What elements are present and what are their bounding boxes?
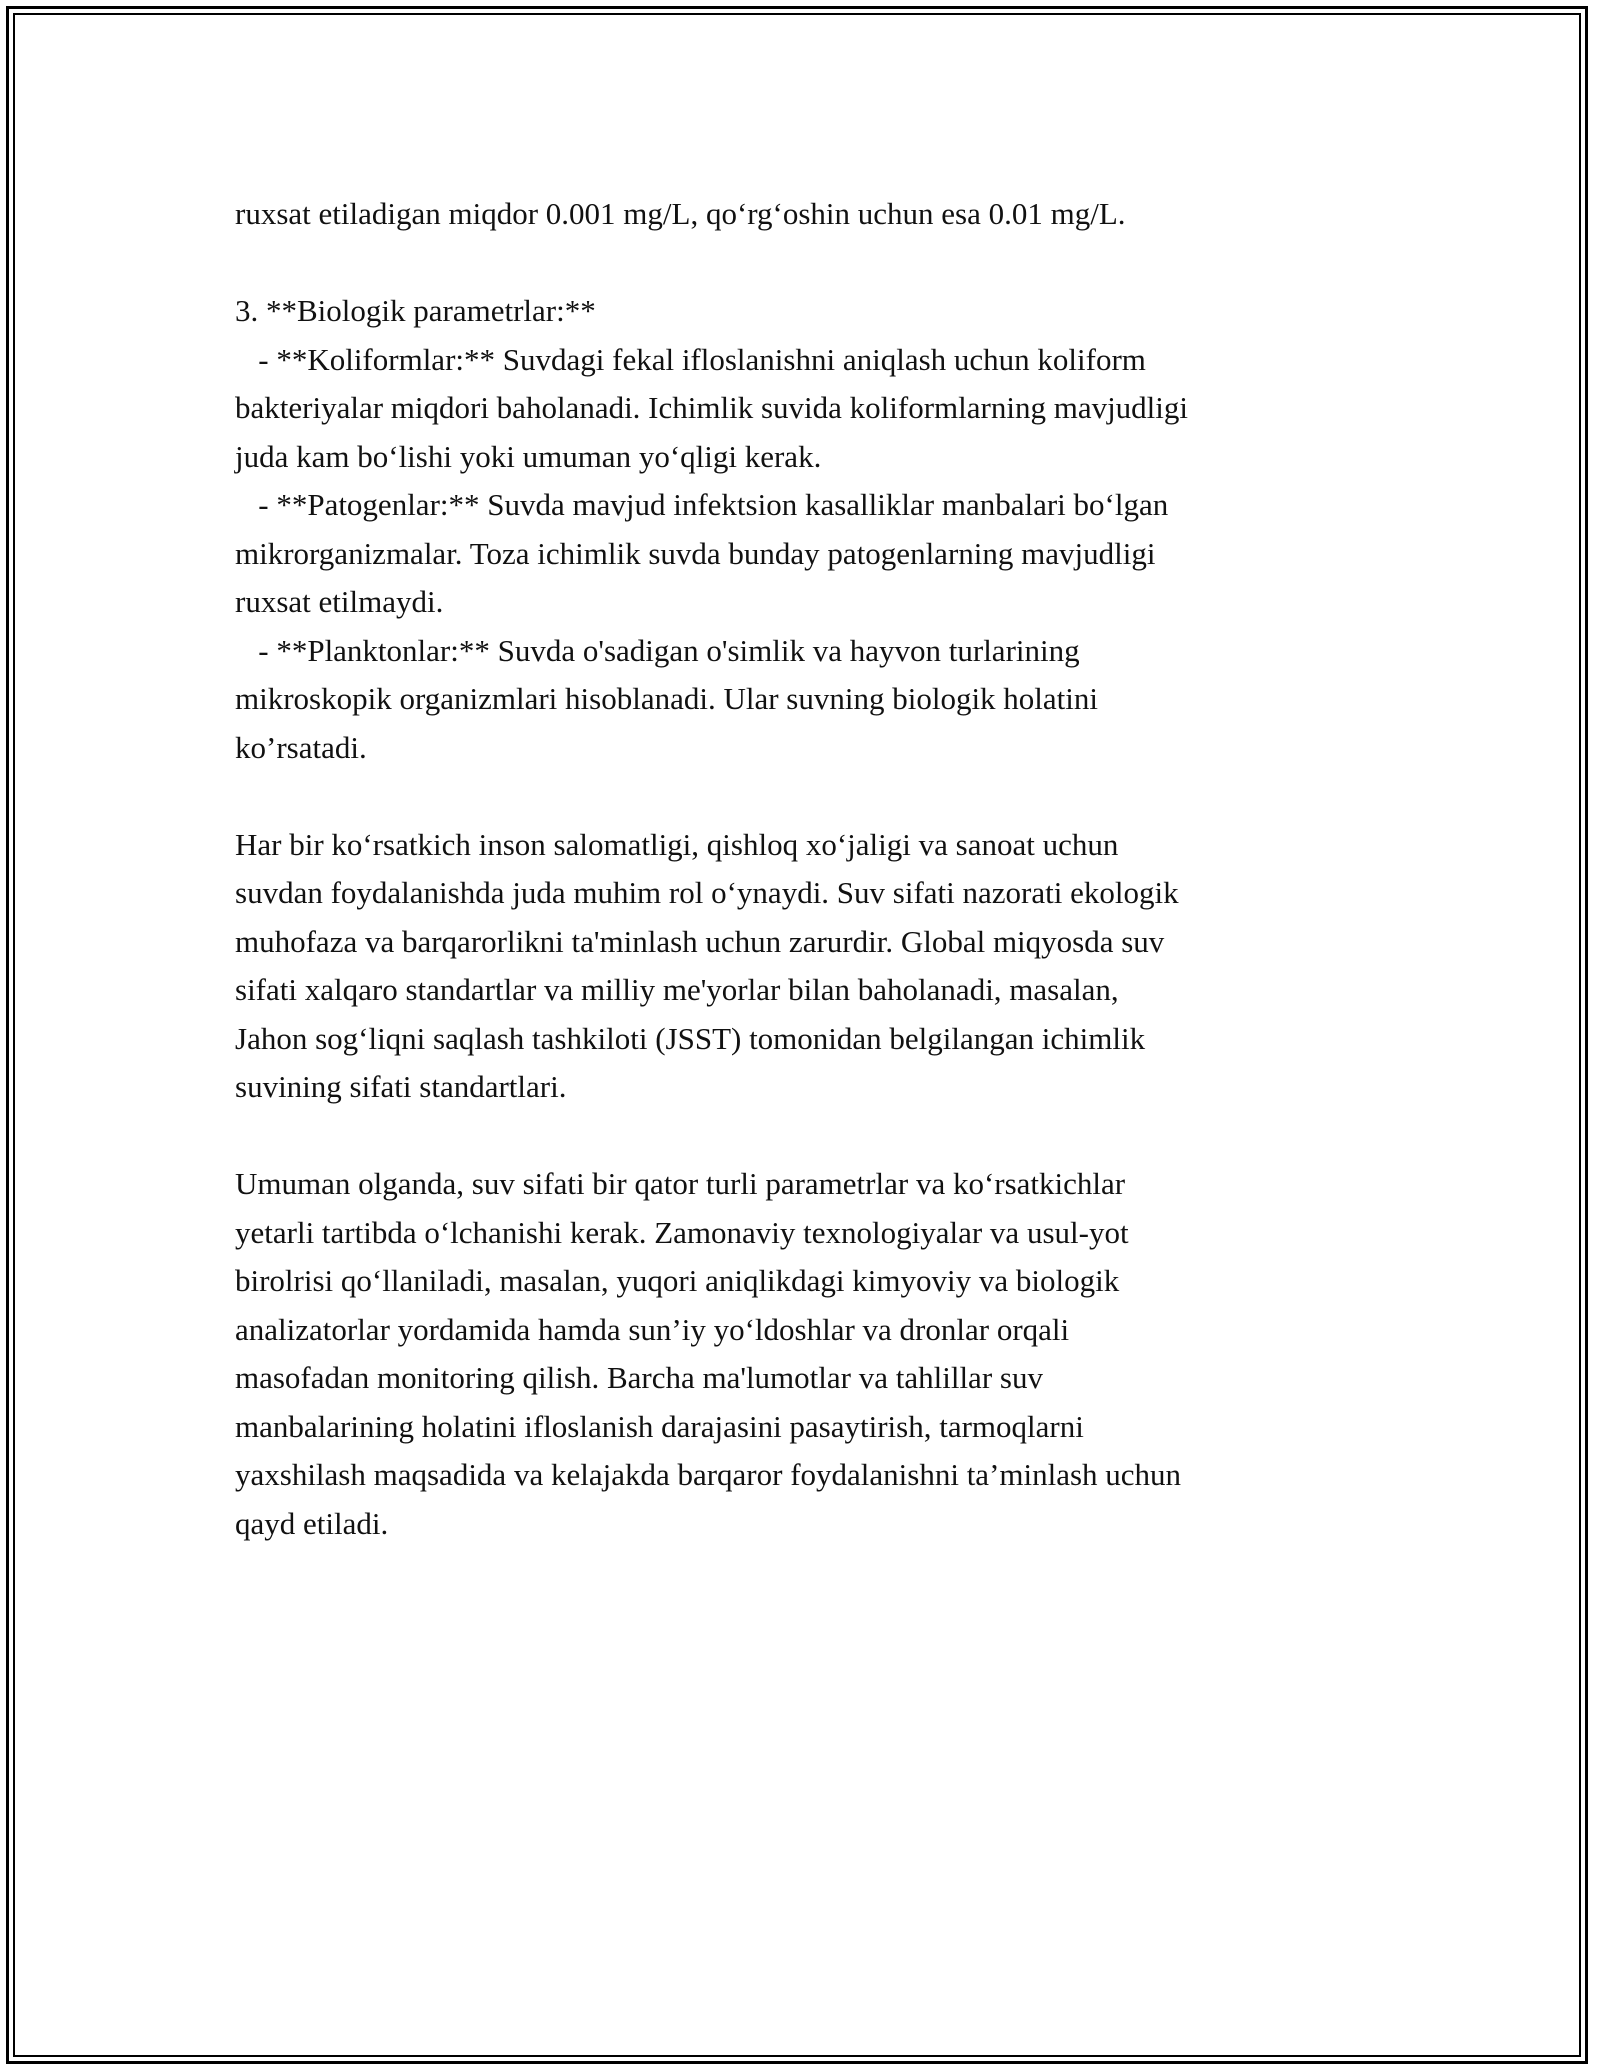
paragraph-importance <box>235 821 1375 1112</box>
text-line: analizatorlar yordamida hamda sun’iy yo‘ldoshlar va dronlar orqali <box>235 1311 1070 1347</box>
paragraph-gap <box>235 1112 1375 1161</box>
list-item-plankton: - **Planktonlar:** Suvda o'sadigan o'simlik va hayvon turlarining <box>235 632 1080 668</box>
list-item-coliforms: - **Koliformlar:** Suvdagi fekal ifloslanishni aniqlash uchun koliform <box>235 341 1146 377</box>
text-line: birolrisi qo‘llaniladi, masalan, yuqori aniqlikdagi kimyoviy va biologik <box>235 1263 1120 1298</box>
text-line: suvining sifati standartlari. <box>235 1069 567 1104</box>
text-line: ruxsat etiladigan miqdor 0.001 mg/L, qo‘rg‘oshin uchun esa 0.01 mg/L. <box>235 196 1126 231</box>
section-heading: 3. **Biologik parametrlar:** <box>235 293 596 328</box>
paragraph-gap <box>235 772 1375 821</box>
paragraph-conclusion <box>235 1160 1375 1548</box>
text-line: qayd etiladi. <box>235 1505 389 1541</box>
text-line: yaxshilash maqsadida va kelajakda barqaror foydalanishni ta’minlash uchun <box>235 1457 1182 1492</box>
text-line: sifati xalqaro standartlar va milliy me'yorlar bilan baholanadi, masalan, <box>235 972 1119 1007</box>
text-line: mikrorganizmalar. Toza ichimlik suvda bunday patogenlarning mavjudligi <box>235 535 1156 571</box>
text-line: Jahon sog‘liqni saqlash tashkiloti (JSST) tomonidan belgilangan ichimlik <box>235 1020 1146 1056</box>
text-line: yetarli tartibda o‘lchanishi kerak. Zamonaviy texnologiyalar va usul-yot <box>235 1214 1129 1250</box>
list-item-pathogens: - **Patogenlar:** Suvda mavjud infektsion kasalliklar manbalari bo‘lgan <box>235 487 1169 522</box>
text-line: juda kam bo‘lishi yoki umuman yo‘qligi kerak. <box>235 438 822 474</box>
paragraph-limits-continuation <box>235 190 1375 239</box>
section-biological-parameters <box>235 287 1375 772</box>
text-line: masofadan monitoring qilish. Barcha ma'lumotlar va tahlillar suv <box>235 1360 1043 1395</box>
document-body <box>235 190 1375 1548</box>
text-line: bakteriyalar miqdori baholanadi. Ichimlik suvida koliformlarning mavjudligi <box>235 390 1189 425</box>
text-line: ruxsat etilmaydi. <box>235 584 444 619</box>
text-line: ko’rsatadi. <box>235 729 367 765</box>
text-line: muhofaza va barqarorlikni ta'minlash uchun zarurdir. Global miqyosda suv <box>235 923 1165 959</box>
text-line: manbalarining holatini ifloslanish darajasini pasaytirish, tarmoqlarni <box>235 1408 1084 1444</box>
text-line: suvdan foydalanishda juda muhim rol o‘ynaydi. Suv sifati nazorati ekologik <box>235 875 1179 910</box>
text-line: Har bir ko‘rsatkich inson salomatligi, qishloq xo‘jaligi va sanoat uchun <box>235 826 1119 862</box>
paragraph-gap <box>235 239 1375 288</box>
text-line: Umuman olganda, suv sifati bir qator turli parametrlar va ko‘rsatkichlar <box>235 1166 1126 1201</box>
text-line: mikroskopik organizmlari hisoblanadi. Ular suvning biologik holatini <box>235 681 1099 716</box>
